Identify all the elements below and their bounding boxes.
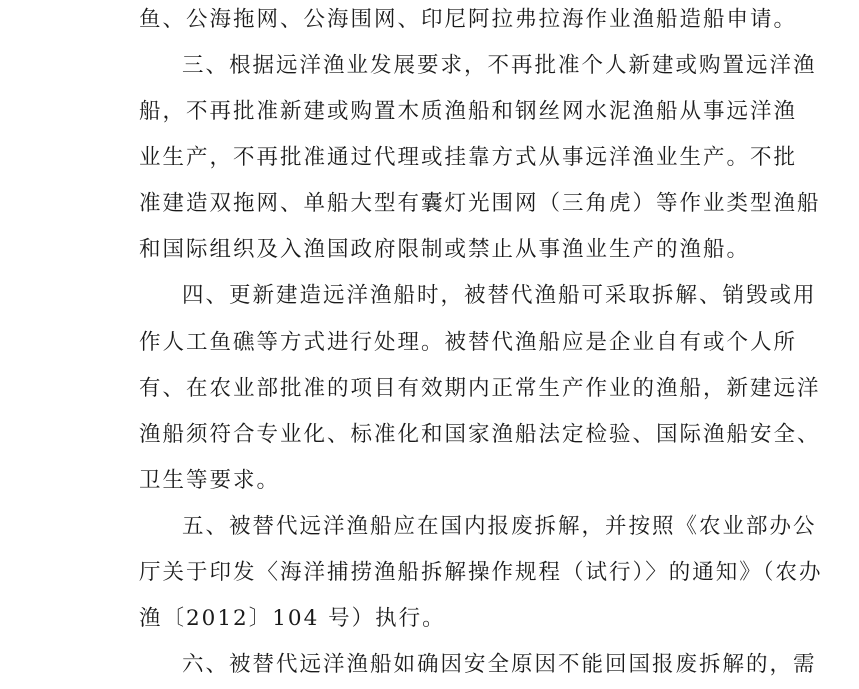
paragraph-3-line-2: 船，不再批准新建或购置木质渔船和钢丝网水泥渔船从事远洋渔 (139, 99, 798, 124)
paragraph-3-line-4: 准建造双拖网、单船大型有囊灯光围网（三角虎）等作业类型渔船 (139, 191, 821, 216)
paragraph-4-line-5: 卫生等要求。 (139, 468, 281, 493)
paragraph-4-line-2: 作人工鱼礁等方式进行处理。被替代渔船应是企业自有或个人所 (139, 330, 798, 355)
paragraph-5-line-2: 厅关于印发〈海洋捕捞渔船拆解操作规程（试行）〉的通知》（农办 (139, 560, 823, 585)
paragraph-3-line-3: 业生产，不再批准通过代理或挂靠方式从事远洋渔业生产。不批 (139, 145, 798, 170)
paragraph-4-line-1: 四、更新建造远洋渔船时，被替代渔船可采取拆解、销毁或用 (182, 283, 817, 308)
text-line-1: 鱼、公海拖网、公海围网、印尼阿拉弗拉海作业渔船造船申请。 (139, 7, 798, 32)
paragraph-3-line-1: 三、根据远洋渔业发展要求，不再批准个人新建或购置远洋渔 (182, 53, 817, 78)
paragraph-5-line-3: 渔〔2012〕104 号）执行。 (139, 606, 446, 631)
paragraph-3-line-5: 和国际组织及入渔国政府限制或禁止从事渔业生产的渔船。 (139, 237, 751, 262)
paragraph-4-line-3: 有、在农业部批准的项目有效期内正常生产作业的渔船，新建远洋 (139, 376, 821, 401)
paragraph-4-line-4: 渔船须符合专业化、标准化和国家渔船法定检验、国际渔船安全、 (139, 422, 821, 447)
paragraph-6-line-1: 六、被替代远洋渔船如确因安全原因不能回国报废拆解的，需 (182, 652, 817, 677)
paragraph-5-line-1: 五、被替代远洋渔船应在国内报废拆解，并按照《农业部办公 (182, 514, 817, 539)
